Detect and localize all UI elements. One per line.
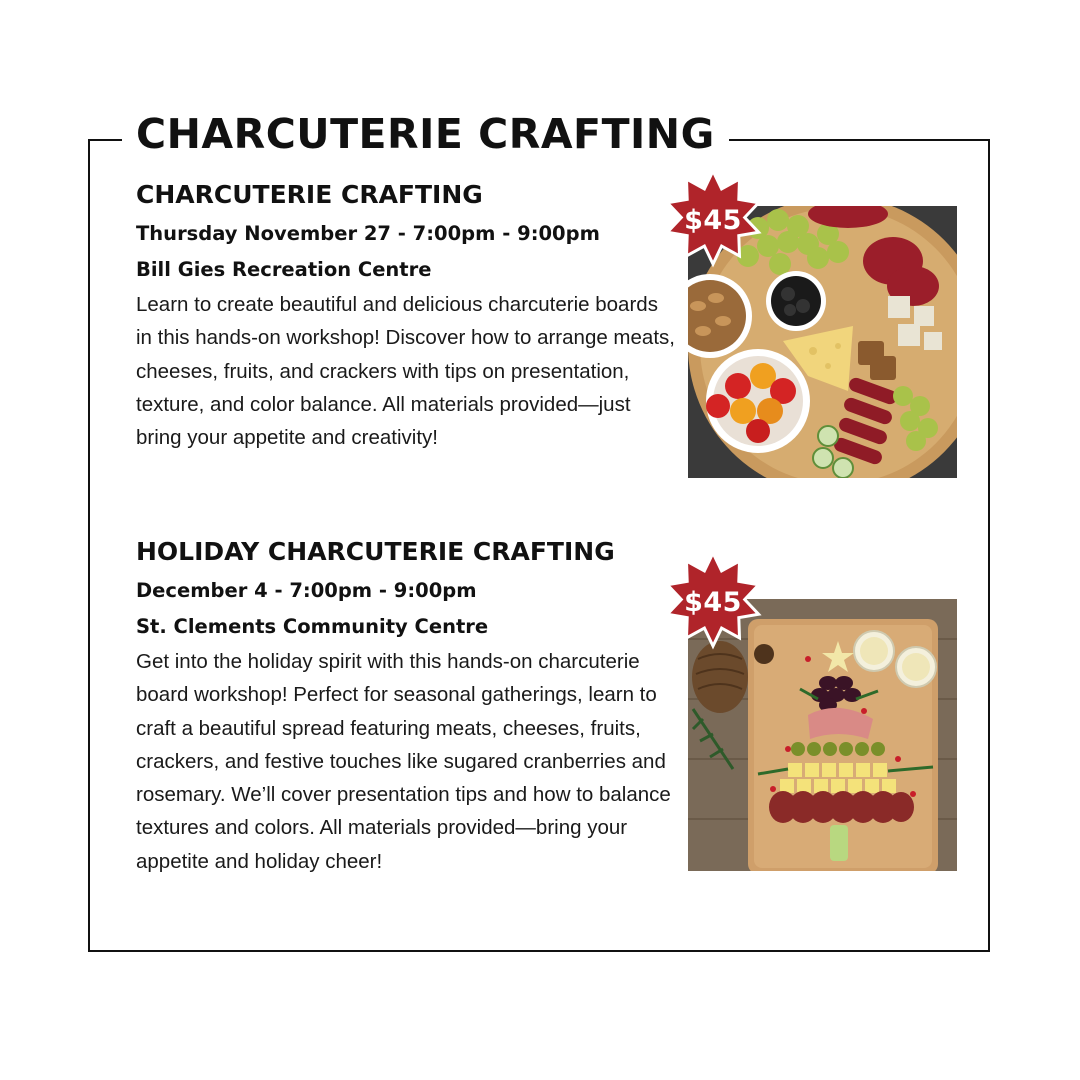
page-title: CHARCUTERIE CRAFTING [122, 108, 729, 160]
event-venue: Bill Gies Recreation Centre [136, 258, 432, 281]
event-title: CHARCUTERIE CRAFTING [136, 180, 483, 209]
price-label: $45 [684, 205, 742, 236]
event-date: Thursday November 27 - 7:00pm - 9:00pm [136, 222, 600, 245]
event-venue: St. Clements Community Centre [136, 615, 489, 638]
event-title: HOLIDAY CHARCUTERIE CRAFTING [136, 537, 615, 566]
event-description: Learn to create beautiful and delicious charcuterie boards in this hands-on workshop! Discover how to arrange meats, cheeses, fruits, and crackers with tips on presentation, texture, and color balance. All materials provided—just bring your appetite and creativity! [136, 293, 675, 450]
event-date: December 4 - 7:00pm - 9:00pm [136, 579, 477, 602]
event-card-holiday-charcuterie [136, 535, 676, 878]
event-description: Get into the holiday spirit with this hands-on charcuterie board workshop! Perfect for seasonal gatherings, learn to craft a beautiful spread featuring meats, cheeses, fruits, crackers, and festive touches like sugared cranberries and rosemary. We’ll cover presentation tips and how to balance textures and colors. All materials provided—bring your appetite and holiday cheer! [136, 650, 671, 873]
price-badge [660, 550, 766, 656]
price-label: $45 [684, 587, 742, 618]
event-card-charcuterie [136, 178, 676, 454]
price-badge [660, 168, 766, 274]
